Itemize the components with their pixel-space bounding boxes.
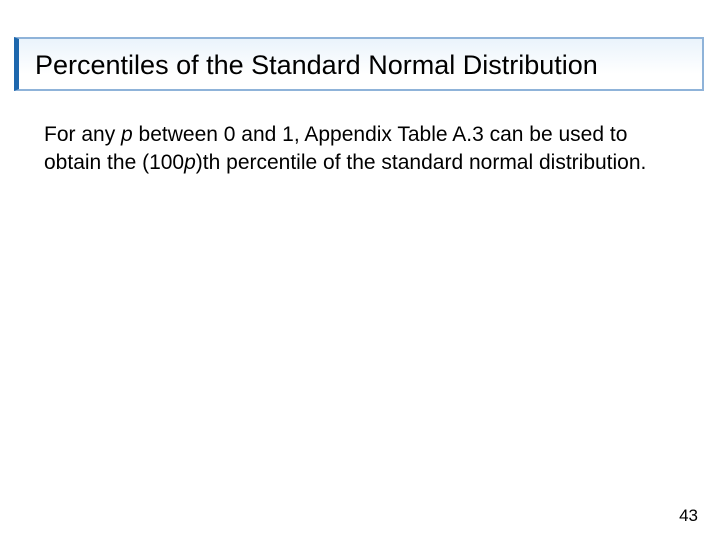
title-bar [14, 37, 704, 91]
body-paragraph [44, 121, 664, 177]
page-number: 43 [679, 506, 698, 525]
body-text-part-2: between 0 and 1, Appendix Table A.3 can be used to obtain the (100 [44, 123, 628, 174]
variable-p: p [184, 151, 196, 174]
body-text-part-3: )th percentile of the standard normal distribution. [195, 151, 647, 174]
body-text-part-1: For any [44, 123, 122, 146]
variable-p: p [121, 123, 133, 146]
page-title: Percentiles of the Standard Normal Distribution [35, 50, 598, 80]
